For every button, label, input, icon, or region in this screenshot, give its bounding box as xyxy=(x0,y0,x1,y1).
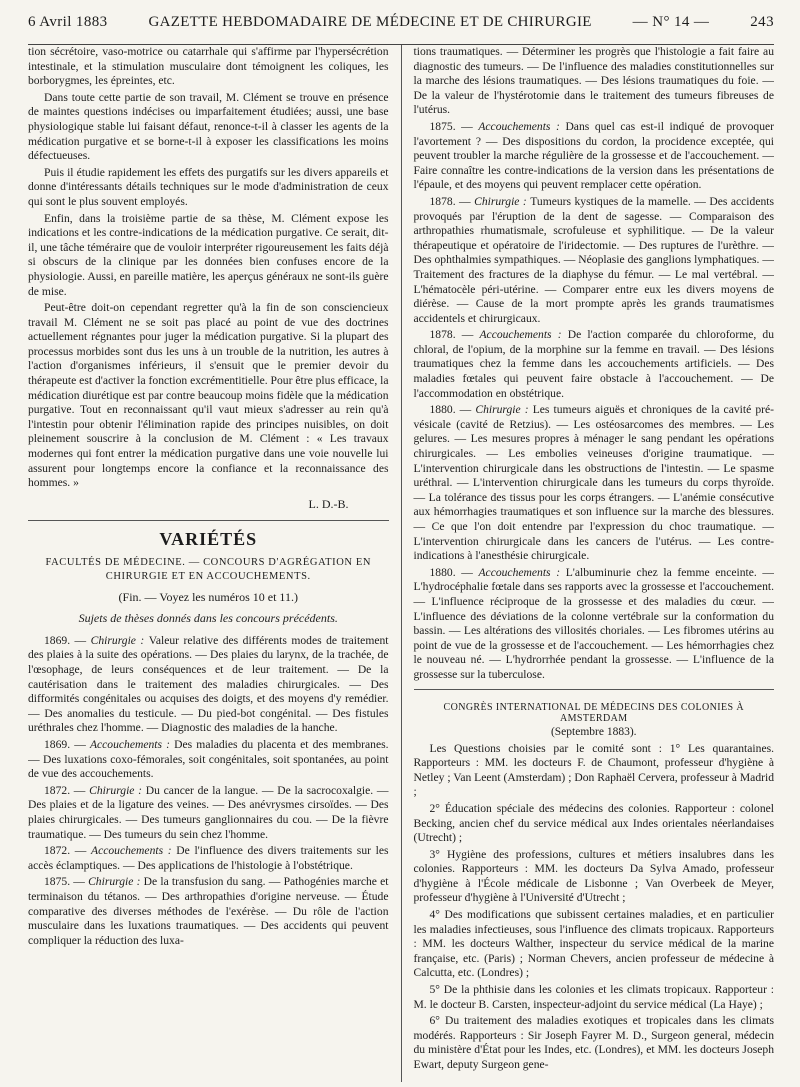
congress-title: CONGRÈS INTERNATIONAL DE MÉDECINS DES COLONIES À AMSTERDAM xyxy=(443,701,744,724)
issue-number: — N° 14 — xyxy=(632,13,710,30)
paragraph: 4° Des modifications que subissent certaines maladies, et en particulier les maladies infectieuses, sous l'influence des climats tropicaux. Rapporteurs : MM. les docteurs Walther, inspecteur du service médical de la marine française, etc. (Paris) ; Norman Chevers, ancien professeur de médecine à Calcutta, etc. (Londres) ; xyxy=(413,908,774,980)
issue-date: 6 Avril 1883 xyxy=(28,13,108,30)
thesis-topics-list xyxy=(28,634,389,948)
entry-category: Chirurgie : xyxy=(90,633,149,647)
entry-year: 1875. — xyxy=(44,875,89,889)
subsection-title: FACULTÉS DE MÉDECINE. — CONCOURS D'AGRÉGATION EN CHIRURGIE ET EN ACCOUCHEMENTS. xyxy=(45,556,372,582)
entry-year: 1880. — xyxy=(429,565,479,579)
entry-year: 1875. — xyxy=(429,119,479,133)
congress-date: (Septembre 1883). xyxy=(550,725,637,738)
entry-text: Les tumeurs aiguës et chroniques de la cavité pré-vésicale (cavité de Retzius). — Les ostéosarcomes des membres. — Les gelures. — Les mesures propres à ménager le sang pendant les opérations chirurgicales. — Les embolies veineuses d'origine traumatique. — L'intervention chirurgicale dans les obstructions de l'intestin. — Le spasme uréthral. — L'intervention chirurgicale dans les tumeurs du corps thyroïde. — La tolérance des tissus pour les corps étrangers. — L'anémie consécutive aux hémorrhagies traumatiques et son influence sur la marche des blessures. — Ce que l'on doit entendre par l'expression du choc traumatique. — L'intervention chirurgicale dans les cancers de l'utérus. — Les contre-indications à l'anesthésie chirurgicale. xyxy=(413,403,774,563)
section-divider xyxy=(28,520,389,521)
thesis-entry xyxy=(28,875,389,948)
entry-year: 1869. — xyxy=(44,737,90,751)
journal-title: GAZETTE HEBDOMADAIRE DE MÉDECINE ET DE CHIRURGIE xyxy=(148,13,592,30)
page-number: 243 xyxy=(750,13,774,30)
thesis-entry xyxy=(414,566,775,683)
thesis-entry xyxy=(28,738,389,782)
entry-category: Chirurgie : xyxy=(89,783,146,797)
entry-text: Valeur relative des différents modes de traitement des plaies à la suite des opérations. — Des plaies du larynx, de la trachée, de l'œsophage, de leurs conséquences et de leur traitement. — De la cautérisation dans le traitement des maladies chirurgicales. — Des difformités congénitales ou acquises des doigts, et des moyens d'y remédier. — Des anomalies du testicule. — Du pied-bot congénital. — Des fistules uréthrales chez l'homme. — Diagnostic des maladies de la hanche. xyxy=(28,633,389,735)
entry-year: 1878. — xyxy=(429,328,480,342)
thesis-entry xyxy=(414,328,775,401)
thesis-entry xyxy=(414,195,775,326)
page-header xyxy=(28,0,774,45)
paragraph: Les Questions choisies par le comité sont : 1° Les quarantaines. Rapporteurs : MM. les docteurs F. de Chaumont, professeur d'hygiène à Netley ; Van Leent (Amsterdam) ; Don Raphaël Cervera, professeur à Madrid ; xyxy=(413,741,774,799)
thesis-topics-list xyxy=(414,45,775,683)
thesis-entry xyxy=(414,45,775,118)
paragraph: 5° De la phthisie dans les colonies et les climats tropicaux. Rapporteur : M. le docteur B. Carsten, inspecteur-adjoint du service médical (La Haye) ; xyxy=(413,983,774,1011)
paragraph: tion sécrétoire, vaso-motrice ou catarrhale qui s'affirme par l'hypersécrétion intestinale, et la stimulation musculaire dont témoignent les coliques, les borborygmes, les épreintes, etc. xyxy=(28,45,389,88)
entry-text: De l'action comparée du chloroforme, du chloral, de l'opium, de la morphine sur la femme en travail. — Des lésions traumatiques chez la femme dans les accouchements artificiels. — Des maladies fœtales qui peuvent faire obstacle à l'accouchement. — De l'accommodation en obstétrique. xyxy=(413,328,774,400)
right-column xyxy=(401,45,775,1082)
entry-category: Chirurgie : xyxy=(475,403,533,417)
entry-year: 1872. — xyxy=(44,783,90,797)
continuation-note: (Fin. — Voyez les numéros 10 et 11.) xyxy=(118,589,298,604)
thesis-entry xyxy=(414,120,775,193)
entry-category: Accouchements : xyxy=(479,328,568,342)
section-divider xyxy=(414,689,775,690)
entry-category: Chirurgie : xyxy=(474,194,531,208)
entry-text: De la transfusion du sang. — Pathogénies marche et terminaison du tétanos. — Des arthropathies d'origine nerveuse. — Étude comparative des diverses méthodes de l'exérèse. — Du rôle de l'action musculaire dans les luxations traumatiques. — Des accidents qui peuvent compliquer la réduction des luxa- xyxy=(28,875,389,947)
paragraph: Dans toute cette partie de son travail, M. Clément se trouve en présence de maintes questions indécises ou imparfaitement étudiées; aussi, une base physiologique stable lui faisant défaut, renonce-t-il à classer les agents de la médication purgative et se borne-t-il à exposer les classifications les moins défectueuses. xyxy=(28,90,389,163)
thesis-entry xyxy=(28,634,389,736)
paragraph: Enfin, dans la troisième partie de sa thèse, M. Clément expose les indications et les contre-indications de la médication purgative. Ce serait, dit-il, une tâche téméraire que de vouloir interpréter rigoureusement les faits déjà si obscurs de la clinique par les données bien confuses encore de la physiologie. Aussi, en pareille matière, les aperçus généraux ne sont-ils guère de mise. xyxy=(28,211,389,298)
entry-year: 1880. — xyxy=(429,403,476,417)
paragraph: 2° Éducation spéciale des médecins des colonies. Rapporteur : colonel Becking, ancien chef du service médical aux Indes orientales néerlandaises (Utrecht) ; xyxy=(413,801,774,845)
author-signature: L. D.-B. xyxy=(308,496,349,511)
thesis-entry xyxy=(28,844,389,873)
entry-year: 1872. — xyxy=(44,844,91,858)
entry-category: Accouchements : xyxy=(478,119,566,133)
entry-text: De l'influence des divers traitements sur les accès éclamptiques. — Des applications de l'histologie à l'obstétrique. xyxy=(28,844,389,872)
entry-category: Chirurgie : xyxy=(88,875,144,889)
entry-year: 1878. — xyxy=(429,194,475,208)
thesis-entry xyxy=(28,784,389,842)
entry-category: Accouchements : xyxy=(89,737,175,751)
entry-text: L'albuminurie chez la femme enceinte. — L'hydrocéphalie fœtale dans ses rapports avec la grossesse et l'accouchement. — L'influence réciproque de la grossesse et des maladies du cœur. — L'influence des déviations de la colonne vertébrale sur la conformation du bassin. — Les altérations des villosités choriales. — Les fibromes utérins au point de vue de la grossesse et de l'accouchement. — Les hémorrhagies chez le nouveau né. — L'hydrorrhée pendant la grossesse. — L'influence de la grossesse sur la tuberculose. xyxy=(413,565,774,681)
paragraph: 3° Hygiène des professions, cultures et métiers insalubres dans les colonies. Rapporteurs : MM. les docteurs Da Sylva Amado, professeur d'hygiène à l'École médicale de Lisbonne ; Van Overbeek de Meyer, professeur d'hygiène à l'Université d'Utrecht ; xyxy=(413,847,774,905)
entry-text: Dans quel cas est-il indiqué de provoquer l'avortement ? — Des dispositions du cordon, la procidence exceptée, qui peuvent troubler la marche régulière de la grossesse et de l'accouchement. — Faire connaître les contre-indications de la version dans les présentations de l'épaule, et des moyens qui peuvent remplacer cette opération. xyxy=(413,119,774,192)
columns xyxy=(28,45,774,1082)
entry-category: Accouchements : xyxy=(91,844,177,858)
entry-text: Des maladies du placenta et des membranes. — Des luxations coxo-fémorales, soit congénitales, soit spontanées, au point de vue des accouchements. xyxy=(28,737,389,781)
left-column xyxy=(28,45,401,1082)
paragraph: 6° Du traitement des maladies exotiques et tropicales dans les climats modérés. Rapporteurs : Sir Joseph Fayrer M. D., Surgeon general, médecin du ministère d'État pour les Indes, etc. (Londres), et MM. les docteurs Joseph Ewart, deputy Surgeon gene- xyxy=(413,1014,774,1071)
entry-text: Tumeurs kystiques de la mamelle. — Des accidents provoqués par l'éruption de la dent de sagesse. — Comparaison des arthropathies rhumatismale, scrofuleuse et syphilitique. — De la valeur thérapeutique et opératoire de l'iridectomie. — Des ruptures de l'urèthre. — Des ophthalmies sympathiques. — Néoplasie des ganglions lymphatiques. — Traitement des fractures de la diaphyse du fémur. — Le mal vertébral. — L'hématocèle péri-utérine. — Comparer entre eux les divers moyens de diérèse. — Cause de la mort prompte après les grands traumatismes accidentels et chirurgicaux. xyxy=(413,194,774,325)
entry-year: 1869. — xyxy=(44,633,91,647)
paragraph: Peut-être doit-on cependant regretter qu'à la fin de son consciencieux travail M. Clément ne se soit pas placé au point de vue des doctrines actuellement régnantes pour juger la médication purgative. Si la plupart des processus morbides sont dus les uns à un trouble de la nutrition, les autres à l'action d'organismes inférieurs, il s'ensuit que le premier devoir du thérapeute est d'activer la fonction excrémentitielle. Pour être plus efficace, la médication diurétique est par contre beaucoup moins fidèle que la médication purgative. Tout en reconnaissant qu'il vaut mieux s'adresser au rein qu'à l'intestin pour obtenir l'élimination rapide des principes nuisibles, on doit pleinement souscrire à la conclusion de M. Clément : « Les travaux modernes qui font entrer la médication purgative dans une voie nouvelle lui assurent pour longtemps encore la confiance et la reconnaissance des hommes. » xyxy=(28,301,389,490)
subsection-heading: Sujets de thèses donnés dans les concours précédents. xyxy=(78,610,338,625)
entry-text: tions traumatiques. — Déterminer les progrès que l'histologie a fait faire au diagnostic des tumeurs. — De l'influence des maladies constitutionnelles sur la marche des lésions traumatiques. — Des lésions traumatiques du foie. — De la valeur de l'hystérotomie dans le traitement des tumeurs fibreuses de l'utérus. xyxy=(413,45,774,117)
thesis-entry xyxy=(414,403,775,564)
section-title: VARIÉTÉS xyxy=(159,528,258,549)
entry-text: Du cancer de la langue. — De la sacrocoxalgie. — Des plaies et de la ligature des veines. — Des anévrysmes cirsoïdes. — Des plaies chirurgicales. — Des tumeurs ganglionnaires du cou. — De la fièvre traumatique. — Des tumeurs du sein chez l'homme. xyxy=(28,783,389,841)
paragraph: Puis il étudie rapidement les effets des purgatifs sur les divers appareils et donne d'intéressants détails techniques sur le mode d'administration de ceux qui sont le plus souvent employés. xyxy=(28,165,389,208)
entry-category: Accouchements : xyxy=(478,565,566,579)
